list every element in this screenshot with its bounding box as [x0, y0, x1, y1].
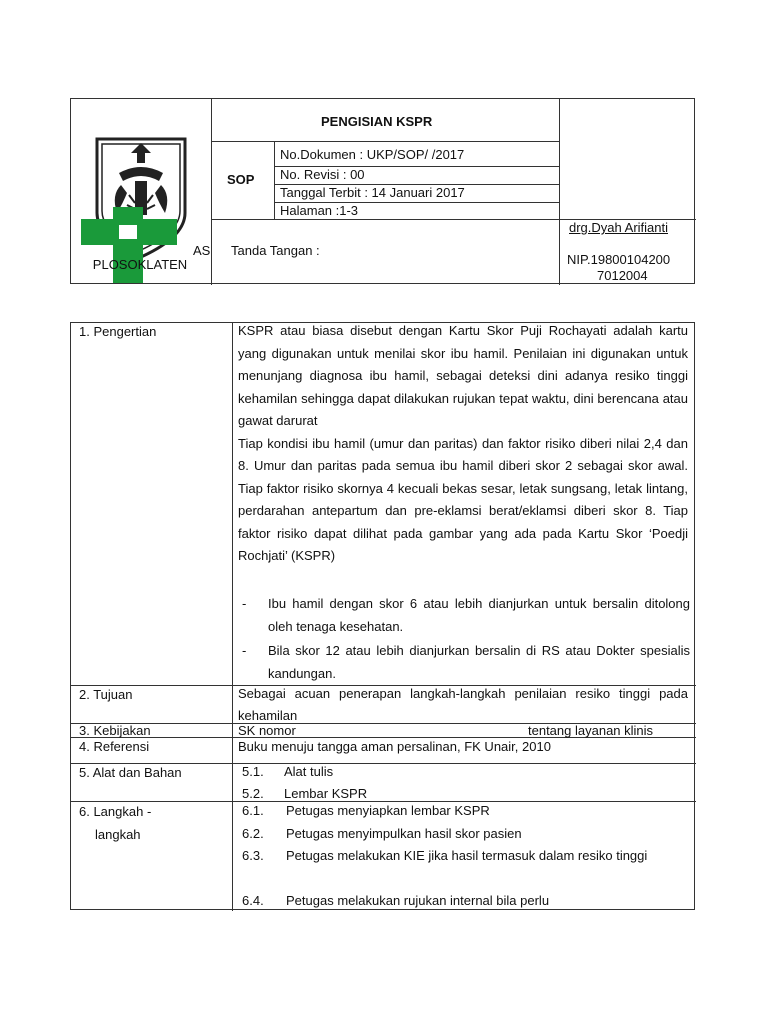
label-alat-bahan: 5. Alat dan Bahan	[79, 765, 182, 780]
label-langkah-cont: langkah	[95, 827, 141, 842]
bullet-text-1: Ibu hamil dengan skor 6 atau lebih dianjurkan untuk bersalin ditolong oleh tenaga kesehatan.	[268, 596, 690, 634]
pengertian-paragraph-1: KSPR atau biasa disebut dengan Kartu Skor Puji Rochayati adalah kartu yang digunakan untuk menilai skor ibu hamil. Penilaian ini digunakan untuk menunjang diagnosa ibu hamil, sebagai deteksi dini adanya resiko tinggi kehamilan sehingga dapat dilakukan rujukan tepat waktu, dini berencana atau gawat darurat	[238, 323, 688, 428]
kebijakan-tentang: tentang layanan klinis	[528, 723, 654, 738]
no-revisi: No. Revisi : 00	[280, 167, 365, 182]
bullet-text-2: Bila skor 12 atau lebih dianjurkan bersalin di RS atau Dokter spesialis kandungan.	[268, 643, 690, 681]
list-item	[242, 800, 690, 823]
pengertian-text	[238, 320, 688, 568]
label-kebijakan: 3. Kebijakan	[79, 723, 151, 738]
label-tujuan: 2. Tujuan	[79, 687, 133, 702]
no-dokumen: No.Dokumen : UKP/SOP/ /2017	[280, 147, 465, 162]
document-title: PENGISIAN KSPR	[321, 114, 433, 129]
divider	[211, 99, 212, 285]
divider	[211, 141, 559, 142]
item-text: Petugas menyiapkan lembar KSPR	[286, 803, 490, 818]
item-text: Petugas melakukan KIE jika hasil termasuk dalam resiko tinggi	[286, 848, 648, 863]
label-referensi: 4. Referensi	[79, 739, 150, 754]
kebijakan-sk-nomor: SK nomor	[238, 723, 296, 738]
list-item	[242, 823, 690, 846]
sop-content-table	[70, 322, 695, 910]
label-pengertian: 1. Pengertian	[79, 324, 157, 339]
org-name: PLOSOKLATEN	[92, 257, 188, 272]
item-number: 6.2.	[242, 826, 264, 841]
item-number: 5.2.	[242, 786, 264, 801]
pengertian-paragraph-2: Tiap kondisi ibu hamil (umur dan paritas) dan faktor risiko diberi nilai 2,4 dan 8. Umur dan paritas pada semua ibu hamil diberi skor 2 sebagai skor awal. Tiap faktor risiko skornya 4 kecuali bekas sesar, letak sungsang, letak lintang, perdarahan antepartum dan pre-eklamsi berat/eklamsi diberi skor 8. Tiap faktor risiko dapat dilihat pada gambar yang ada pada Kartu Skor ‘Poedji Rochjati’ (KSPR)	[238, 435, 688, 563]
bullet-dash: -	[242, 596, 247, 611]
list-item	[238, 593, 690, 638]
item-text: Lembar KSPR	[284, 786, 368, 801]
divider	[71, 763, 696, 764]
item-number: 6.4.	[242, 893, 264, 908]
divider	[232, 323, 233, 911]
tanggal-terbit: Tanggal Terbit : 14 Januari 2017	[280, 185, 465, 200]
label-langkah: 6. Langkah -	[79, 804, 152, 819]
divider	[274, 141, 275, 219]
halaman: Halaman :1-3	[280, 203, 359, 218]
item-text: Petugas melakukan rujukan internal bila perlu	[286, 893, 550, 908]
signer-nip-cont: 7012004	[597, 268, 648, 283]
signer-nip: NIP.19800104200	[567, 252, 671, 267]
divider	[559, 99, 560, 285]
referensi-text: Buku menuju tangga aman persalinan, FK Unair, 2010	[238, 739, 551, 754]
bullet-dash: -	[242, 643, 247, 658]
list-item	[242, 845, 690, 868]
sop-header-table	[70, 98, 695, 284]
item-number: 5.1.	[242, 764, 264, 779]
item-text: Petugas menyimpulkan hasil skor pasien	[286, 826, 522, 841]
list-item	[242, 761, 333, 784]
item-number: 6.3.	[242, 848, 264, 863]
tanda-tangan-label: Tanda Tangan :	[231, 243, 320, 258]
item-number: 6.1.	[242, 803, 264, 818]
list-item	[242, 890, 690, 913]
signer-name: drg.Dyah Arifianti	[569, 220, 668, 235]
item-text: Alat tulis	[284, 764, 334, 779]
sop-label: SOP	[227, 172, 255, 187]
tujuan-text: Sebagai acuan penerapan langkah-langkah penilaian resiko tinggi pada kehamilan	[238, 686, 688, 723]
org-name-fragment: AS	[193, 243, 211, 258]
list-item	[238, 640, 690, 685]
